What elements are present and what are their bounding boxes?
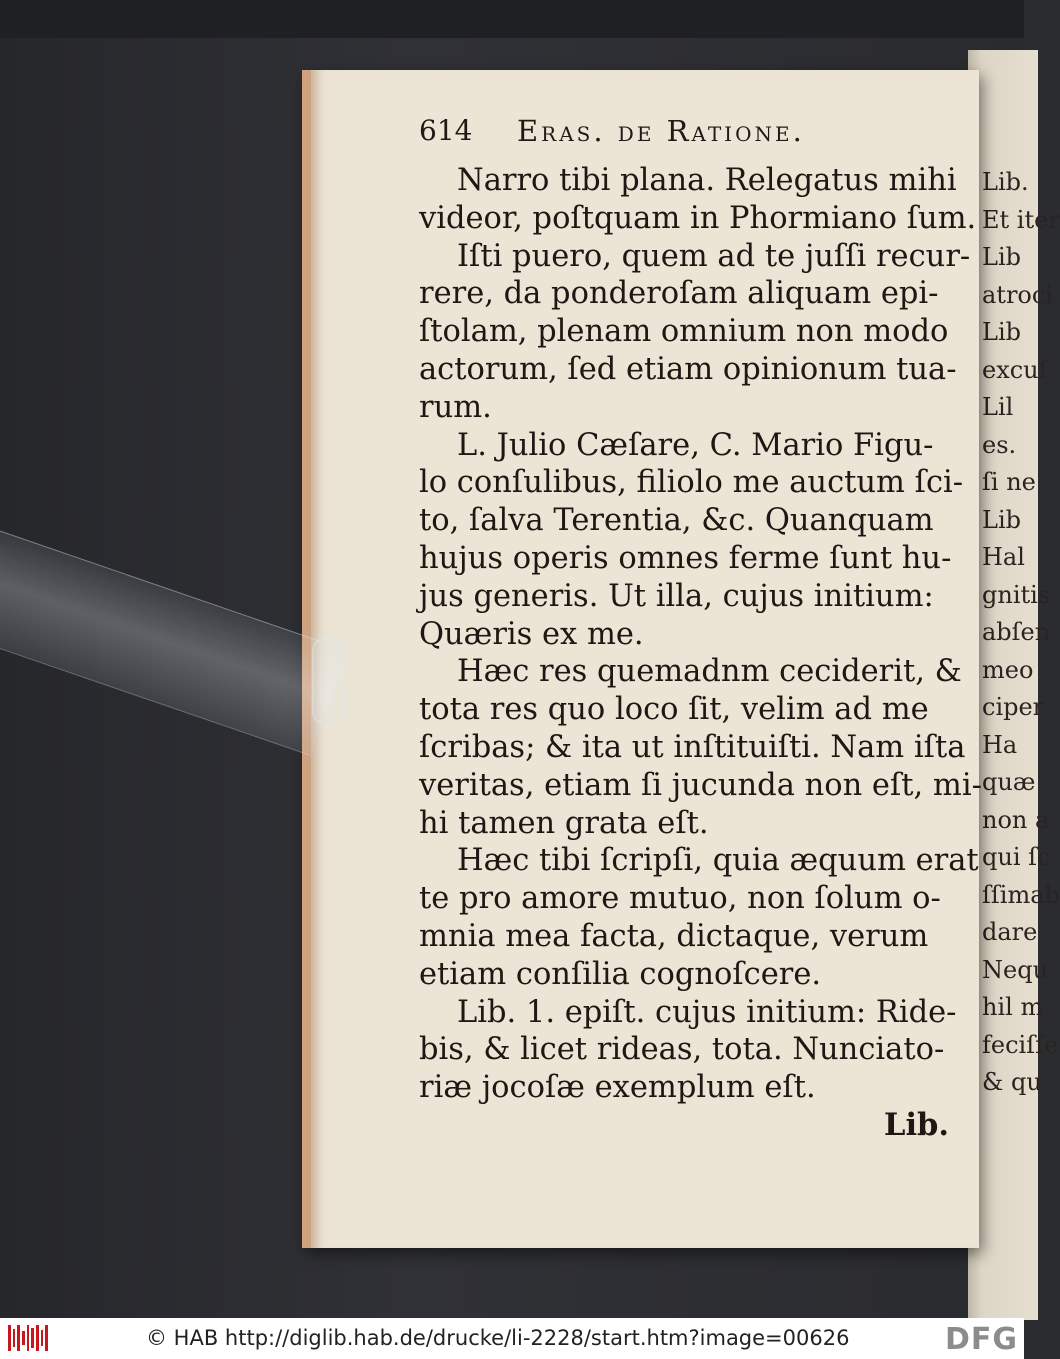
facing-page-fragment: es. bbox=[982, 430, 1017, 459]
facing-page-fragment: quæ bbox=[982, 768, 1036, 796]
text-line: Quæris ex me. bbox=[419, 616, 644, 652]
book-page bbox=[302, 70, 982, 1248]
text-line: jus generis. Ut illa, cujus initium: bbox=[419, 578, 934, 614]
facing-page-fragment: Lil bbox=[982, 393, 1014, 421]
background-strip bbox=[0, 0, 1024, 38]
text-line: ſtolam, plenam omnium non modo bbox=[419, 314, 949, 350]
glass-clamp-tip bbox=[312, 638, 346, 724]
text-line: hi tamen grata eſt. bbox=[419, 805, 709, 841]
facing-page-fragment: non a bbox=[982, 805, 1050, 834]
facing-page-fragment: Et iter bbox=[982, 205, 1060, 234]
library-logo-icon bbox=[8, 1324, 48, 1352]
text-line: hujus operis omnes ferme ſunt hu- bbox=[419, 540, 952, 576]
facing-page-fragment: ciper bbox=[982, 693, 1045, 721]
page-header bbox=[419, 114, 939, 154]
facing-page-fragment: Lib bbox=[982, 318, 1021, 346]
facing-page-fragment: Hal bbox=[982, 543, 1025, 571]
text-line: tota res quo loco ſit, velim ad me bbox=[419, 692, 929, 728]
running-head: Eras. de Ratione. bbox=[517, 114, 805, 148]
page-number: 614 bbox=[419, 114, 473, 147]
dfg-logo: DFG bbox=[944, 1322, 1018, 1357]
facing-page-fragment: feciſſe bbox=[982, 1030, 1059, 1059]
facing-page-fragment: hil m bbox=[982, 993, 1044, 1021]
facing-page-fragment: atroci bbox=[982, 280, 1053, 309]
text-line: Narro tibi plana. Relegatus mihi bbox=[457, 163, 957, 198]
text-line: Lib. 1. epiſt. cujus initium: Ride- bbox=[457, 994, 957, 1030]
catchword: Lib. bbox=[884, 1106, 949, 1143]
body-text bbox=[419, 162, 982, 1145]
facing-page-fragment: meo bbox=[982, 655, 1034, 684]
facing-page-fragment: gnitis bbox=[982, 580, 1051, 609]
text-line: te pro amore mutuo, non ſolum o- bbox=[419, 881, 941, 917]
facing-page-fragment: & qu bbox=[982, 1068, 1042, 1096]
text-line: actorum, ſed etiam opinionum tua- bbox=[419, 351, 957, 387]
text-line: L. Julio Cæſare, C. Mario Figu- bbox=[457, 427, 934, 463]
text-line: videor, poſtquam in Phormiano ſum. bbox=[419, 200, 977, 236]
glass-clamp bbox=[0, 523, 347, 756]
text-line: lo conſulibus, filiolo me auctum ſci- bbox=[419, 465, 964, 501]
facing-page-fragment: qui ſc bbox=[982, 843, 1051, 871]
facing-page-fragment: Nequ bbox=[982, 955, 1049, 984]
footer-bar bbox=[0, 1318, 1024, 1359]
facing-page-fragment: Lib. bbox=[982, 168, 1029, 196]
facing-page-fragment: ſi ne bbox=[982, 468, 1036, 496]
text-line: riæ jocoſæ exemplum eſt. bbox=[419, 1070, 816, 1106]
text-line: Hæc tibi ſcripſi, quia æquum erat bbox=[457, 843, 979, 879]
text-line: veritas, etiam ſi jucunda non eſt, mi- bbox=[419, 767, 982, 803]
facing-page-fragment: dare bbox=[982, 918, 1038, 946]
facing-page-fragment: Lib bbox=[982, 505, 1021, 534]
text-line: ſcribas; & ita ut inſtituiſti. Nam iſta bbox=[419, 729, 966, 765]
text-line: mnia mea facta, dictaque, verum bbox=[419, 918, 929, 954]
text-line: Iſti puero, quem ad te juſſi recur- bbox=[457, 238, 971, 274]
facing-page-fragment: Lib bbox=[982, 243, 1021, 271]
facing-page-fragment: Ha bbox=[982, 730, 1018, 759]
text-line: etiam conſilia cognoſcere. bbox=[419, 956, 822, 992]
text-line: bis, & licet rideas, tota. Nunciato- bbox=[419, 1032, 945, 1068]
facing-page-fragment: excuſ bbox=[982, 355, 1048, 384]
text-line: rere, da ponderoſam aliquam epi- bbox=[419, 276, 939, 312]
copyright-link[interactable]: © HAB http://diglib.hab.de/drucke/li-2228/start.htm?image=00626 bbox=[146, 1326, 850, 1350]
facing-page-fragment: abſen bbox=[982, 618, 1051, 646]
text-line: Hæc res quemadnm ceciderit, & bbox=[457, 654, 962, 690]
text-line: to, ſalva Terentia, &c. Quanquam bbox=[419, 503, 934, 539]
text-line: rum. bbox=[419, 389, 492, 425]
facing-page-fragment: ſſimab bbox=[982, 880, 1060, 909]
